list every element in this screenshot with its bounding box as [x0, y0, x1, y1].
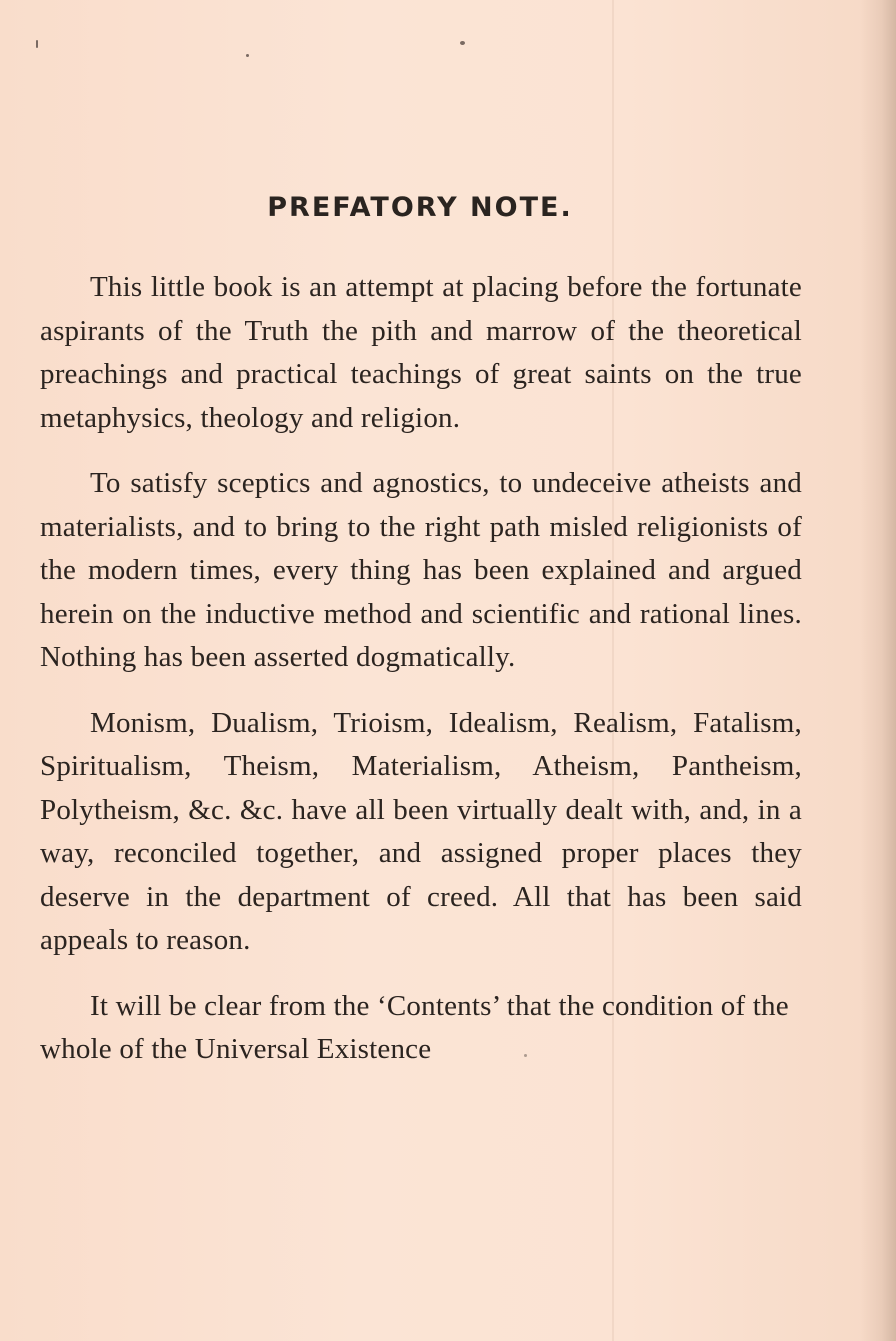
- paper-speck: [460, 41, 465, 45]
- body-text: [40, 266, 802, 1094]
- paper-speck: [246, 54, 249, 57]
- paragraph-4: It will be clear from the ‘Contents’ that the condition of the whole of the Universal Existence: [40, 989, 789, 1065]
- paragraph-2: To satisfy sceptics and agnostics, to undeceive atheists and materialists, and to bring to the right path misled religionists of the modern times, every thing has been explained and argued herein on the inductive method and scientific and rational lines. Nothing has been asserted dogmatically.: [40, 467, 802, 673]
- page-edge-shadow: [860, 0, 896, 1341]
- paragraph-1: This little book is an attempt at placing before the fortunate aspirants of the Truth the pith and marrow of the theoretical preachings and practical teachings of great saints on the true metaphysics, theology and religion.: [40, 271, 802, 434]
- paragraph-3: Monism, Dualism, Trioism, Idealism, Realism, Fatalism, Spiritualism, Theism, Materialism, Atheism, Pantheism, Polytheism, &c. &c. have all been virtually dealt with, and, in a way, reconciled together, and assigned proper places they deserve in the department of creed. All that has been said appeals to reason.: [40, 706, 802, 956]
- page-heading: PREFATORY NOTE.: [267, 192, 573, 223]
- paper-speck: [36, 40, 38, 48]
